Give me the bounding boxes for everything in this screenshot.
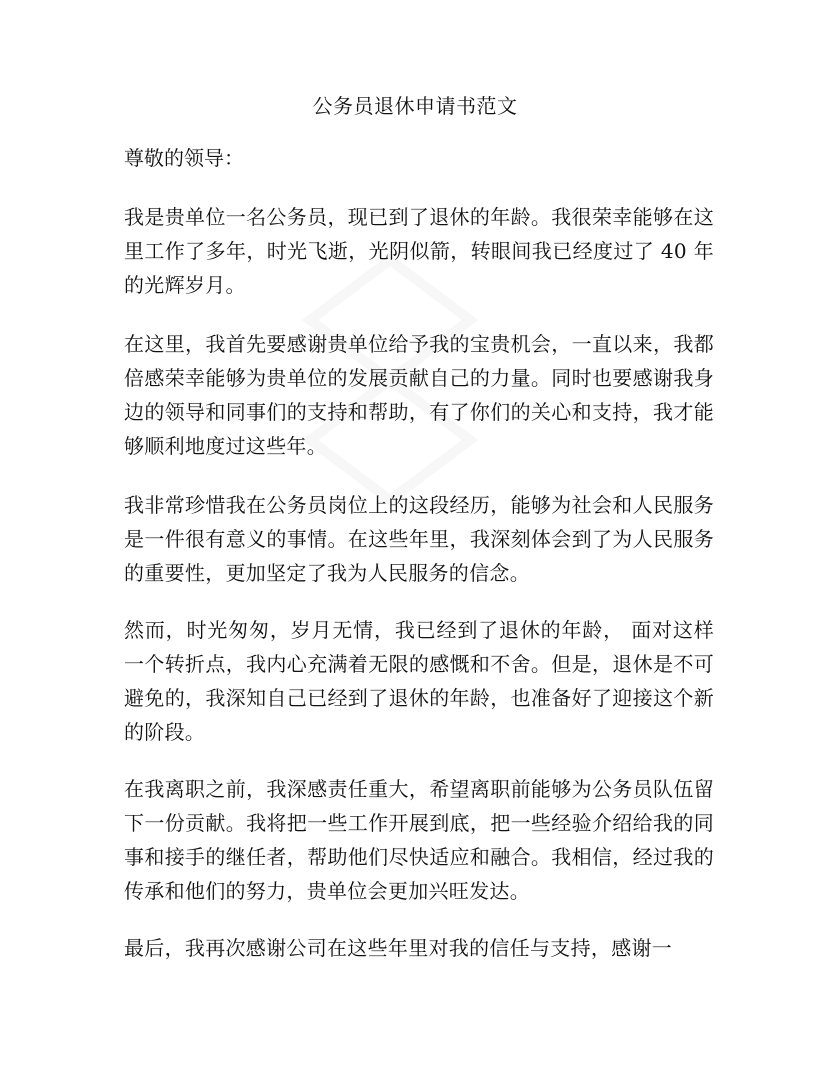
- paragraph-5: 在我离职之前，我深感责任重大，希望离职前能够为公务员队伍留下一份贡献。我将把一些工作开展到底，把一些经验介绍给我的同事和接手的继任者，帮助他们尽快适应和融合。我相信，经过我的传承和他们的努力，贵单位会更加兴旺发达。: [124, 777, 714, 903]
- document-title: 公务员退休申请书范文: [312, 94, 518, 118]
- salutation: 尊敬的领导：: [124, 146, 244, 170]
- paragraph-3: 我非常珍惜我在公务员岗位上的这段经历，能够为社会和人民服务是一件很有意义的事情。在这些年里，我深刻体会到了为人民服务的重要性，更加坚定了我为人民服务的信念。: [124, 493, 714, 585]
- paragraph-1: 我是贵单位一名公务员，现已到了退休的年龄。我很荣幸能够在这里工作了多年，时光飞逝，光阴似箭，转眼间我已经度过了 40 年的光辉岁月。: [124, 205, 714, 297]
- paragraph-6: 最后，我再次感谢公司在这些年里对我的信任与支持，感谢一: [124, 936, 673, 960]
- paragraph-2: 在这里，我首先要感谢贵单位给予我的宝贵机会，一直以来，我都倍感荣幸能够为贵单位的发展贡献自己的力量。同时也要感谢我身边的领导和同事们的支持和帮助，有了你们的关心和支持，我才能够顺利地度过这些年。: [124, 332, 714, 458]
- paragraph-4: 然而，时光匆匆，岁月无情，我已经到了退休的年龄， 面对这样一个转折点，我内心充满着无限的感慨和不舍。但是，退休是不可避免的，我深知自己已经到了退休的年龄，也准备好了迎接这个新的阶段。: [124, 618, 714, 744]
